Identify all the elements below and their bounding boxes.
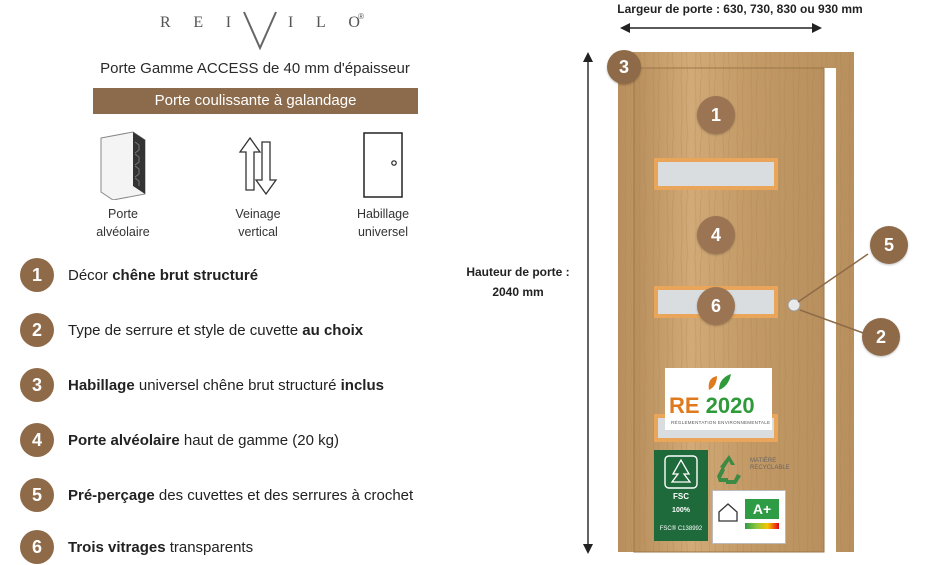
re2020-label (665, 368, 772, 430)
item-text (68, 539, 253, 556)
re-part: 2020 (699, 393, 755, 418)
logo-letter: R (160, 14, 171, 31)
vertical-arrows-icon (236, 132, 280, 200)
text-bold: Habillage (68, 376, 135, 394)
list-item (20, 313, 363, 347)
door-frame-icon (360, 130, 406, 200)
list-item (20, 530, 253, 564)
feature-veinage (203, 132, 313, 241)
text-part: universel chêne brut structuré (134, 376, 341, 394)
door-width-label: Largeur de porte : 630, 730, 830 ou 930 mm (617, 2, 863, 16)
emission-scale (745, 523, 779, 529)
height-label-line: 2040 mm (492, 285, 544, 299)
number-badge: 2 (20, 313, 54, 347)
door-height-label (448, 262, 588, 302)
marker-5: 5 (870, 226, 908, 264)
fsc-name: FSC (673, 492, 689, 501)
text-part: des cuvettes et des serrures à crochet (154, 486, 414, 504)
reivilo-logo (160, 4, 364, 50)
list-item (20, 478, 413, 512)
recyclable-text: MATIÈRE RECYCLABLE (750, 458, 790, 471)
item-text (68, 377, 384, 394)
marker-1: 1 (697, 96, 735, 134)
list-item (20, 423, 339, 457)
text-bold: Pré-perçage (68, 486, 155, 504)
number-badge: 3 (20, 368, 54, 402)
product-banner: Porte coulissante à galandage (93, 88, 418, 114)
text-part: transparents (165, 538, 254, 556)
leaf-icon (705, 372, 733, 392)
marker-2: 2 (862, 318, 900, 356)
feature-habillage (328, 130, 438, 241)
re2020-subtitle: RÉGLEMENTATION ENVIRONNEMENTALE (671, 420, 771, 425)
number-badge: 5 (20, 478, 54, 512)
item-text (68, 267, 258, 284)
honeycomb-panel-icon (93, 128, 153, 200)
logo-v-mark (240, 4, 280, 50)
width-arrow (620, 23, 822, 33)
feature-honeycomb (68, 128, 178, 241)
marker-6: 6 (697, 287, 735, 325)
feature-label: vertical (238, 225, 278, 239)
feature-label: alvéolaire (96, 225, 150, 239)
text-bold: chêne brut structuré (112, 266, 259, 284)
logo-letter: I (287, 14, 294, 31)
item-text (68, 432, 339, 449)
door-handle (788, 299, 800, 311)
page-title: Porte Gamme ACCESS de 40 mm d'épaisseur (100, 60, 410, 77)
emission-label (712, 490, 786, 544)
text-part: Décor (68, 266, 113, 284)
text-bold: Porte alvéolaire (68, 431, 180, 449)
number-badge: 1 (20, 258, 54, 292)
number-badge: 4 (20, 423, 54, 457)
re-part: RE (669, 393, 700, 418)
re2020-text (669, 393, 755, 419)
text-bold: inclus (340, 376, 384, 394)
text-part: haut de gamme (20 kg) (179, 431, 339, 449)
feature-label: Porte (108, 207, 138, 221)
feature-label: universel (357, 225, 409, 239)
fsc-percent: 100% (672, 507, 690, 514)
height-arrow (583, 52, 593, 554)
item-text (68, 322, 363, 339)
feature-label: Veinage (235, 207, 281, 221)
feature-label: Habillage (356, 207, 410, 221)
aplus-badge: A+ (745, 499, 779, 519)
item-text (68, 487, 413, 504)
logo-letter: E (193, 14, 204, 31)
height-label-line: Hauteur de porte : (466, 265, 570, 279)
list-item (20, 258, 258, 292)
logo-letter: L (315, 14, 326, 31)
number-badge: 6 (20, 530, 54, 564)
text-bold: Trois vitrages (68, 538, 166, 556)
fsc-code: FSC® C138992 (659, 526, 703, 532)
recycle-icon (712, 452, 746, 486)
recyclable-label (712, 452, 790, 488)
text-part: Type de serrure et style de cuvette (68, 321, 303, 339)
marker-3: 3 (607, 50, 641, 84)
glass-panel (658, 162, 774, 186)
fsc-tree-icon (663, 454, 699, 490)
text-bold: au choix (302, 321, 364, 339)
fsc-label (654, 450, 708, 541)
house-icon (717, 501, 739, 523)
list-item (20, 368, 384, 402)
marker-4: 4 (697, 216, 735, 254)
logo-letter: O (348, 14, 360, 31)
logo-letter: I (225, 14, 232, 31)
logo-reg-mark: ® (358, 12, 364, 21)
